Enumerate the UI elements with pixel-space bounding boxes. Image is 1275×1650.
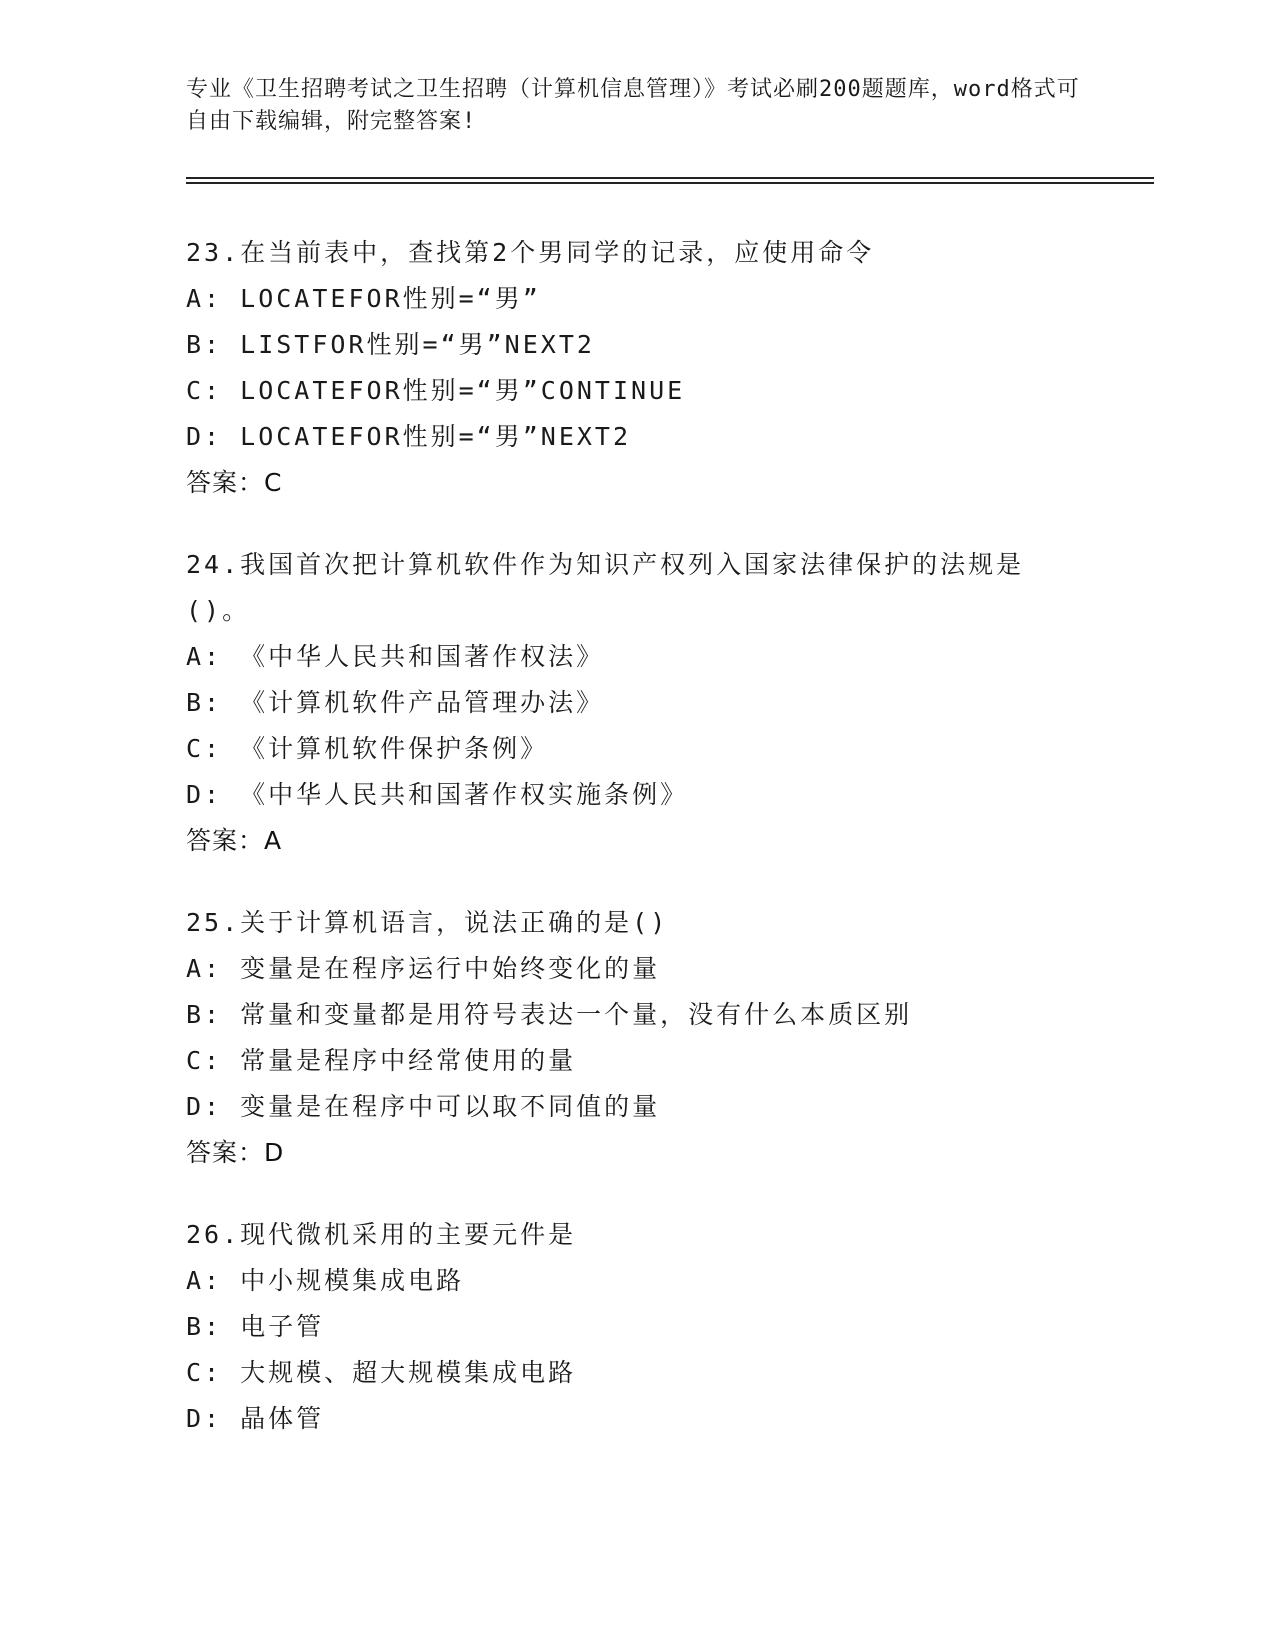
- option-c: C: 大规模、超大规模集成电路: [186, 1358, 577, 1387]
- document-header: 专业《卫生招聘考试之卫生招聘（计算机信息管理）》考试必刷200题题库，word格式可自由下载编辑，附完整答案!: [186, 77, 1080, 134]
- option-c: C: 常量是程序中经常使用的量: [186, 1046, 577, 1075]
- option-a: A: 变量是在程序运行中始终变化的量: [186, 954, 661, 983]
- answer-label: 答案：D: [186, 1138, 285, 1167]
- header-divider-top: [186, 177, 1154, 179]
- question-stem: 24.我国首次把计算机软件作为知识产权列入国家法律保护的法规是()。: [186, 550, 1025, 625]
- header-divider-bottom: [186, 182, 1154, 184]
- question-stem: 25.关于计算机语言，说法正确的是(): [186, 908, 669, 937]
- option-a: A: LOCATEFOR性别=“男”: [186, 284, 541, 313]
- option-d: D: LOCATEFOR性别=“男”NEXT2: [186, 422, 632, 451]
- option-b: B: LISTFOR性别=“男”NEXT2: [186, 330, 595, 359]
- option-c: C: LOCATEFOR性别=“男”CONTINUE: [186, 376, 686, 405]
- question-26: [186, 1212, 1086, 1442]
- question-24: [186, 542, 1086, 864]
- option-a: A: 《中华人民共和国著作权法》: [186, 642, 605, 671]
- option-d: D: 晶体管: [186, 1404, 325, 1433]
- answer-label: 答案：A: [186, 826, 283, 855]
- question-stem: 26.现代微机采用的主要元件是: [186, 1220, 577, 1249]
- option-d: D: 《中华人民共和国著作权实施条例》: [186, 780, 689, 809]
- option-b: B: 常量和变量都是用符号表达一个量，没有什么本质区别: [186, 1000, 913, 1029]
- option-a: A: 中小规模集成电路: [186, 1266, 465, 1295]
- option-d: D: 变量是在程序中可以取不同值的量: [186, 1092, 661, 1121]
- question-stem: 23.在当前表中，查找第2个男同学的记录，应使用命令: [186, 238, 875, 267]
- question-23: [186, 230, 1086, 506]
- answer-label: 答案：C: [186, 468, 283, 497]
- question-25: [186, 900, 1086, 1176]
- option-b: B: 电子管: [186, 1312, 325, 1341]
- option-b: B: 《计算机软件产品管理办法》: [186, 688, 605, 717]
- question-list: [186, 230, 1086, 1478]
- option-c: C: 《计算机软件保护条例》: [186, 734, 549, 763]
